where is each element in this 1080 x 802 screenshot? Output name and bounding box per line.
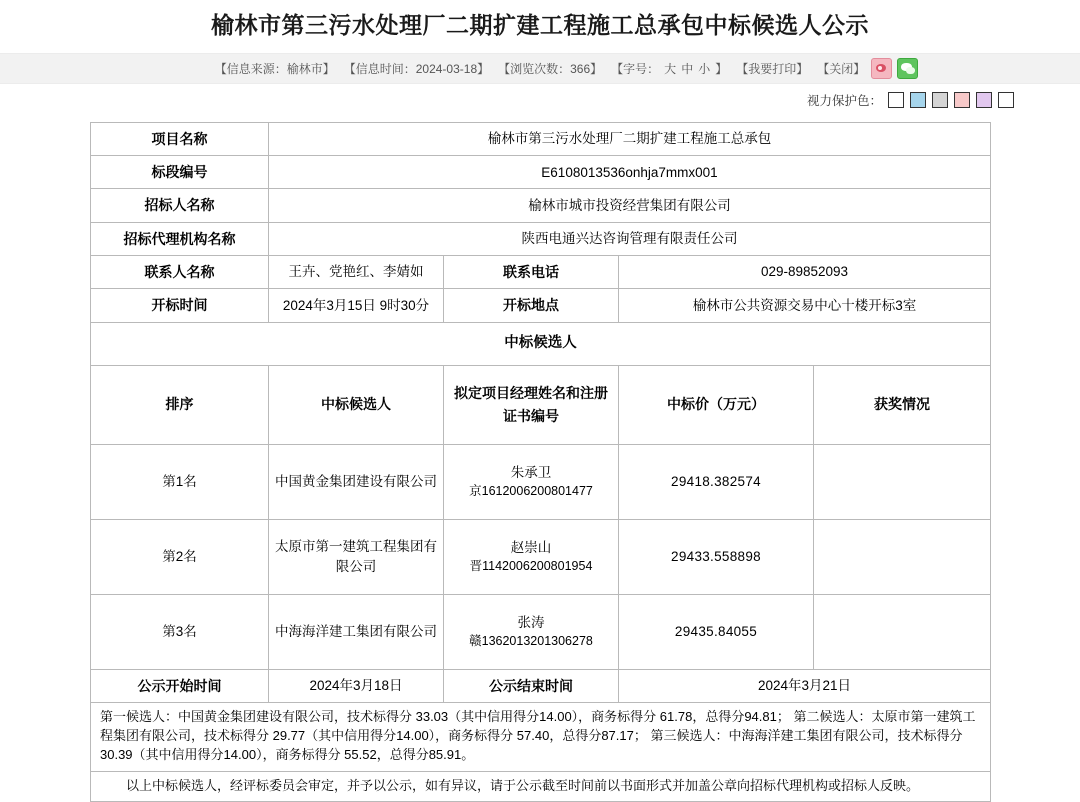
table-row xyxy=(91,444,991,519)
eye-protection-swatches xyxy=(888,92,1014,108)
table-row xyxy=(91,156,991,189)
candidate-company: 中国黄金集团建设有限公司 xyxy=(269,444,444,519)
candidate-manager-name: 朱承卫 xyxy=(510,464,552,480)
table-row xyxy=(91,594,991,669)
weibo-share-icon[interactable] xyxy=(871,58,892,79)
row-value-tenderer: 榆林市城市投资经营集团有限公司 xyxy=(269,189,991,222)
info-source: 【信息来源：榆林市】 xyxy=(214,61,335,76)
candidate-manager-cert xyxy=(444,519,619,594)
font-size-medium[interactable]: 中 xyxy=(681,61,694,76)
print-link[interactable]: 【我要打印】 xyxy=(736,61,809,76)
row-label-section-no: 标段编号 xyxy=(91,156,269,189)
font-size-label: 【字号： xyxy=(611,61,660,76)
color-swatch-1[interactable] xyxy=(888,92,904,108)
row-value-agency: 陕西电通兴达咨询管理有限责任公司 xyxy=(269,222,991,255)
row-label-project-name: 项目名称 xyxy=(91,122,269,155)
main-table-wrap xyxy=(0,109,1080,802)
col-header-manager-cert-line2: 证书编号 xyxy=(503,407,559,424)
table-row xyxy=(91,771,991,802)
wechat-share-icon[interactable] xyxy=(897,58,918,79)
color-swatch-4[interactable] xyxy=(954,92,970,108)
color-swatch-6[interactable] xyxy=(998,92,1014,108)
col-header-manager-cert-line1: 拟定项目经理姓名和注册 xyxy=(454,385,608,402)
row-value-open-place: 榆林市公共资源交易中心十楼开标3室 xyxy=(619,289,991,322)
eye-protection-label: 视力保护色： xyxy=(806,93,882,108)
row-value-publicity-end: 2024年3月21日 xyxy=(619,669,991,702)
candidate-manager-name: 赵崇山 xyxy=(510,539,552,555)
col-header-awards: 获奖情况 xyxy=(814,365,991,444)
row-value-contact-name: 王卉、党艳红、李婧如 xyxy=(269,256,444,289)
candidate-manager-cert xyxy=(444,444,619,519)
row-label-contact-phone: 联系电话 xyxy=(444,256,619,289)
row-label-open-place: 开标地点 xyxy=(444,289,619,322)
candidate-cert-no: 赣1362013201306278 xyxy=(469,634,593,649)
info-views: 【浏览次数：366】 xyxy=(498,61,603,76)
table-row xyxy=(91,122,991,155)
note-statement: 以上中标候选人，经评标委员会审定，并予以公示，如有异议，请于公示截至时间前以书面形式并加盖公章向招标代理机构或招标人反映。 xyxy=(91,771,991,802)
candidate-manager-name: 张涛 xyxy=(517,614,545,630)
table-header-row xyxy=(91,365,991,444)
color-swatch-2[interactable] xyxy=(910,92,926,108)
table-row xyxy=(91,289,991,322)
title-bar xyxy=(0,0,1080,53)
row-value-contact-phone: 029-89852093 xyxy=(619,256,991,289)
table-row xyxy=(91,189,991,222)
candidate-rank: 第2名 xyxy=(91,519,269,594)
candidate-company: 太原市第一建筑工程集团有限公司 xyxy=(269,519,444,594)
candidate-cert-no: 晋1142006200801954 xyxy=(469,559,593,574)
candidate-rank: 第3名 xyxy=(91,594,269,669)
section-title-candidates: 中标候选人 xyxy=(91,322,991,365)
row-label-publicity-end: 公示结束时间 xyxy=(444,669,619,702)
row-value-open-time: 2024年3月15日 9时30分 xyxy=(269,289,444,322)
row-label-tenderer: 招标人名称 xyxy=(91,189,269,222)
eye-protection-row xyxy=(0,84,1080,109)
page-title: 榆林市第三污水处理厂二期扩建工程施工总承包中标候选人公示 xyxy=(211,12,869,38)
candidate-award xyxy=(814,444,991,519)
row-label-contact-name: 联系人名称 xyxy=(91,256,269,289)
table-row xyxy=(91,519,991,594)
candidate-award xyxy=(814,519,991,594)
announcement-table xyxy=(90,122,991,802)
share-icons xyxy=(871,58,918,79)
info-date: 【信息时间：2024-03-18】 xyxy=(343,61,490,76)
row-label-agency: 招标代理机构名称 xyxy=(91,222,269,255)
candidate-award xyxy=(814,594,991,669)
candidate-bid-price: 29418.382574 xyxy=(619,444,814,519)
table-row xyxy=(91,322,991,365)
col-header-rank: 排序 xyxy=(91,365,269,444)
candidate-company: 中海海洋建工集团有限公司 xyxy=(269,594,444,669)
candidate-manager-cert xyxy=(444,594,619,669)
col-header-bid-price: 中标价（万元） xyxy=(619,365,814,444)
col-header-manager-cert xyxy=(444,365,619,444)
candidate-bid-price: 29435.84055 xyxy=(619,594,814,669)
row-value-publicity-start: 2024年3月18日 xyxy=(269,669,444,702)
info-bar xyxy=(0,53,1080,84)
table-row xyxy=(91,702,991,771)
close-link[interactable]: 【关闭】 xyxy=(817,61,866,76)
font-size-large[interactable]: 大 xyxy=(664,61,677,76)
table-row xyxy=(91,256,991,289)
candidate-rank: 第1名 xyxy=(91,444,269,519)
info-bar-items xyxy=(215,60,866,77)
color-swatch-3[interactable] xyxy=(932,92,948,108)
col-header-candidate: 中标候选人 xyxy=(269,365,444,444)
row-label-publicity-start: 公示开始时间 xyxy=(91,669,269,702)
note-scores: 第一候选人：中国黄金集团建设有限公司，技术标得分 33.03（其中信用得分14.00），商务标得分 61.78，总得分94.81； 第二候选人：太原市第一建筑工程集团有限公司，技术标得分 29.77（其中信用得分14.00），商务标得分 57.40，总得分87.17； 第三候选人：中海海洋建工集团有限公司，技术标得分 30.39（其中信用得分14.00），商务标得分 55.52，总得分85.91。 xyxy=(91,702,991,771)
table-row xyxy=(91,222,991,255)
row-value-section-no: E6108013536onhja7mmx001 xyxy=(269,156,991,189)
row-label-open-time: 开标时间 xyxy=(91,289,269,322)
font-size-small[interactable]: 小 xyxy=(698,61,711,76)
candidate-bid-price: 29433.558898 xyxy=(619,519,814,594)
candidate-cert-no: 京1612006200801477 xyxy=(469,484,593,499)
row-value-project-name: 榆林市第三污水处理厂二期扩建工程施工总承包 xyxy=(269,122,991,155)
table-row xyxy=(91,669,991,702)
font-size-bracket: 】 xyxy=(715,61,728,76)
font-size-control xyxy=(611,60,727,77)
color-swatch-5[interactable] xyxy=(976,92,992,108)
